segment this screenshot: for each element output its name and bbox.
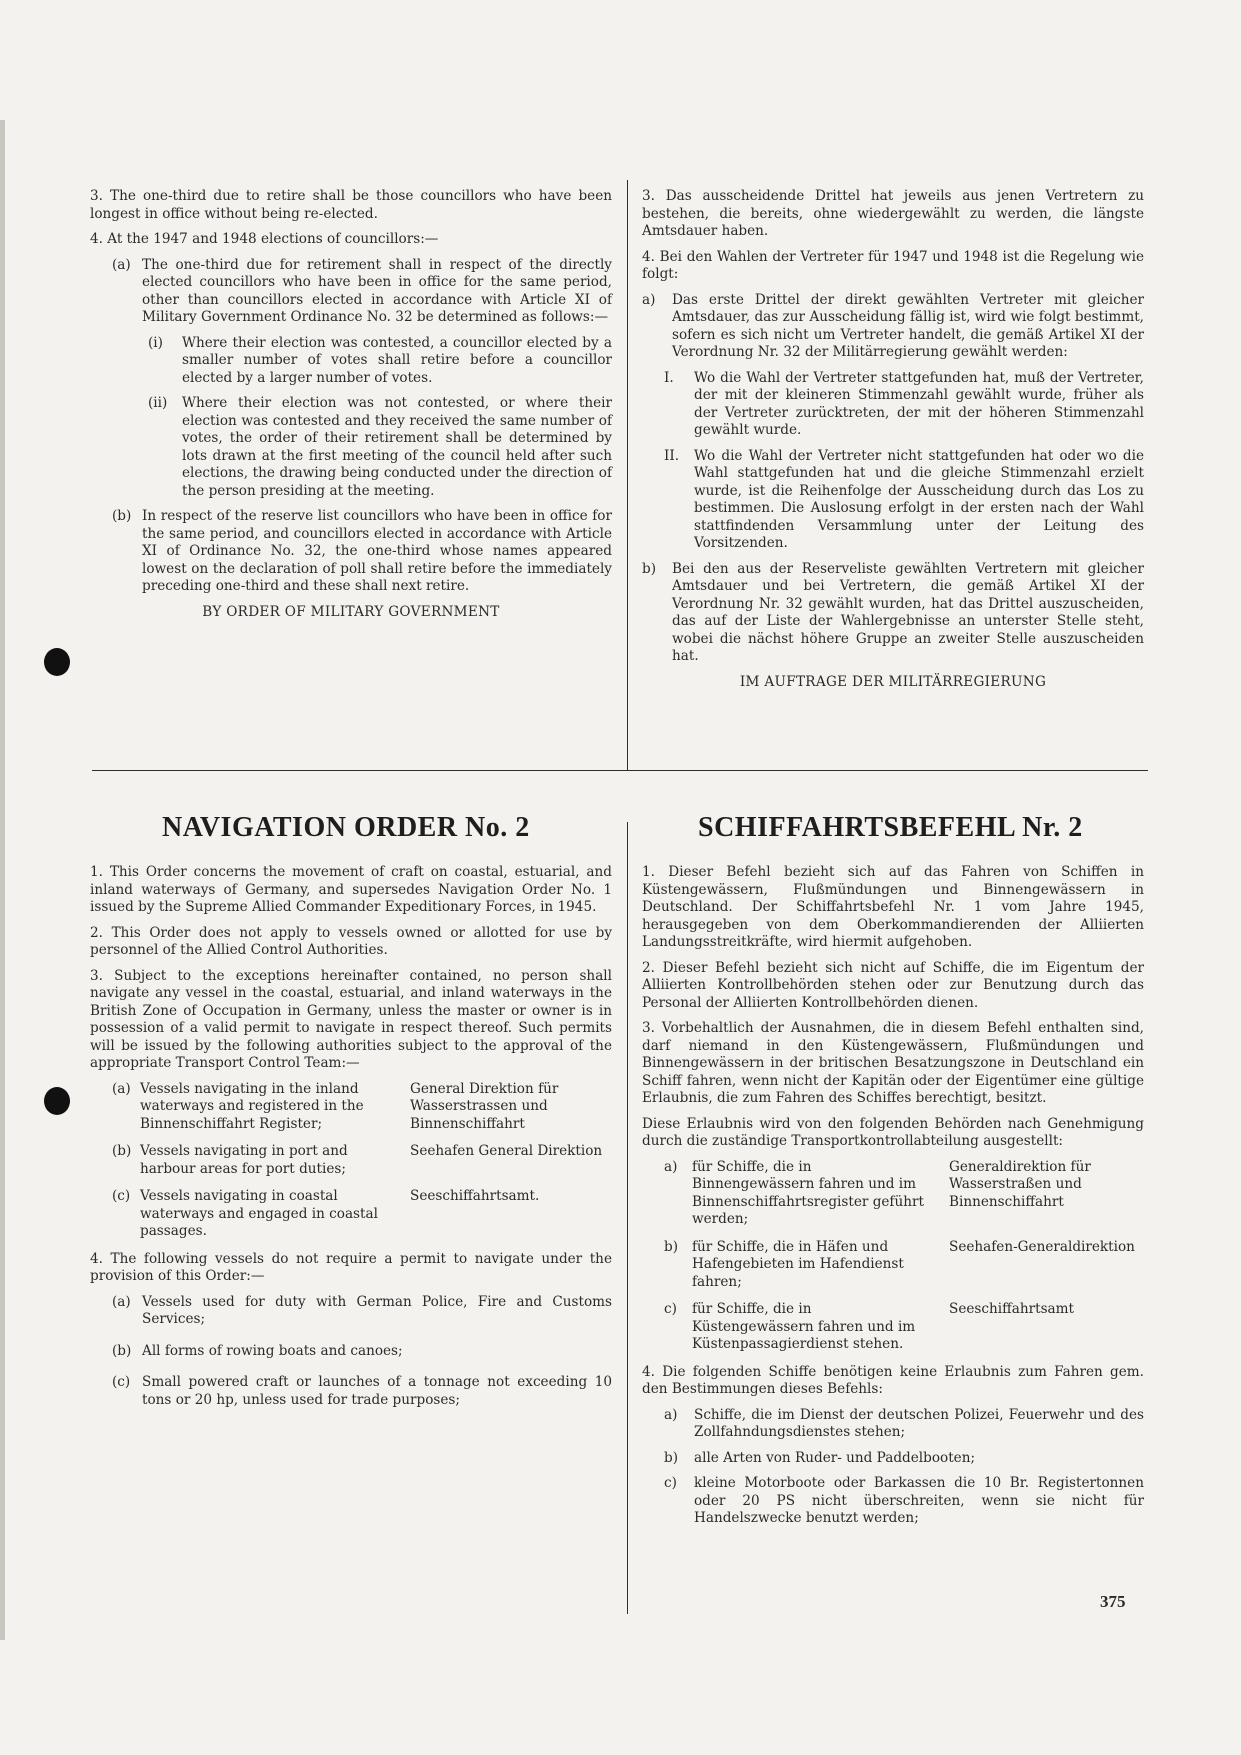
de-para-3: 3. Das ausscheidende Drittel hat jeweils aus jenen Vertretern zu bestehen, die bereits, ohne wiedergewählt zu werden, die längste Amtsdauer haben.: [642, 188, 1144, 239]
nav-en-para-3: 3. Subject to the exceptions hereinafter contained, no person shall navigate any vessel in the coastal, estuarial, and inland waterways in the British Zone of Occupation in Germany, unless the master or owner is in possession of a valid permit to navigate in respect thereof. Such permits will be issued by the following authorities subject to the approval of the appropriate Transport Control Team:—: [90, 967, 612, 1071]
nav-en-para-4: 4. The following vessels do not require a permit to navigate under the provision of this Order:—: [90, 1250, 612, 1284]
nav-de-para-3: 3. Vorbehaltlich der Ausnahmen, die in diesem Befehl enthalten sind, darf niemand in den Küstengewässern, Flußmündungen und Binnengewässern in der britischen Besatzungszone in Deutschland ein Schiff fahren, wenn nicht der Kapitän oder der Eigentümer eine gültige Erlaubnis, die zum Fahren des Schiffes berechtigt, besitzt.: [642, 1020, 1144, 1106]
nav-en-permit-row-b: [112, 1143, 612, 1178]
de-item-b-text: Bei den aus der Reserveliste gewählten Vertretern mit gleicher Amtsdauer und bei Vertretern, die gemäß Artikel XI der Verordnung Nr. 32 gewählt wurden, hat das Drittel auszuscheiden, das auf der Liste der Wahlergebnisse an unterster Stelle steht, wobei die nächst höhere Gruppe an zweiter Stelle auszuscheiden hat.: [672, 560, 1144, 664]
nav-en-exempt-text: Vessels used for duty with German Police, Fire and Customs Services;: [142, 1293, 612, 1327]
en-para-4: 4. At the 1947 and 1948 elections of councillors:—: [90, 231, 439, 247]
nav-de-exempt-label: c): [664, 1475, 677, 1491]
en-item-b: [112, 508, 612, 596]
nav-en-permit-row-a: [112, 1081, 612, 1134]
nav-en-para-1: 1. This Order concerns the movement of craft on coastal, estuarial, and inland waterways of Germany, and supersedes Navigation Order No. 1 issued by the Supreme Allied Commander Expeditionary Forces, in 1945.: [90, 864, 612, 915]
nav-en-permit-label: (c): [112, 1188, 131, 1204]
nav-de-para-4: 4. Die folgenden Schiffe benötigen keine Erlaubnis zum Fahren gem. den Bestimmungen dieses Befehls:: [642, 1363, 1144, 1397]
en-order-line: BY ORDER OF MILITARY GOVERNMENT: [202, 603, 500, 620]
nav-en-exempt-label: (b): [112, 1342, 132, 1359]
nav-de-para-2: 2. Dieser Befehl bezieht sich nicht auf Schiffe, die im Eigentum der Alliierten Kontrollbehörden stehen oder zur Benutzung durch das Personal der Alliierten Kontrollbehörden dienen.: [642, 959, 1144, 1011]
de-item-ii: [664, 448, 1144, 553]
nav-de-permit-row-c: [664, 1301, 1144, 1354]
nav-en-permit-vessel: Vessels navigating in port and harbour areas for port duties;: [140, 1143, 348, 1177]
de-item-a-text: Das erste Drittel der direkt gewählten Vertreter mit gleicher Amtsdauer, das zur Ausscheidung fällig ist, wird wie folgt bestimmt, sofern es sich nicht um Vertreter handelt, die gemäß Artikel XI der Verordnung Nr. 32 der Militärregierung gewählt werden:: [672, 291, 1144, 360]
nav-de-permit-label: c): [664, 1301, 677, 1317]
nav-de-exempt-b: [664, 1450, 1144, 1468]
nav-de-exempt-text: alle Arten von Ruder- und Paddelbooten;: [694, 1449, 976, 1466]
en-item-a-label: (a): [112, 256, 131, 273]
nav-de-exempt-label: b): [664, 1449, 679, 1466]
nav-en-exempt-a: [112, 1294, 612, 1329]
nav-de-exempt-label: a): [664, 1406, 678, 1423]
nav-en-permit-row-c: [112, 1188, 612, 1241]
top-german-column: [642, 188, 1144, 699]
nav-en-exempt-b: [112, 1343, 612, 1361]
nav-de-permit-row-b: [664, 1239, 1144, 1292]
schiffahrtsbefehl-heading: SCHIFFAHRTSBEFEHL Nr. 2: [698, 812, 1083, 843]
en-item-ii-text: Where their election was not contested, or where their election was contested and they received the same number of votes, the order of their retirement shall be determined by lots drawn at the first meeting of the council held after such elections, the drawing being conducted under the direction of the person presiding at the meeting.: [182, 395, 612, 499]
nav-de-para-3b: Diese Erlaubnis wird von den folgenden Behörden nach Genehmigung durch die zuständige Transportkontrollabteilung ausgestellt:: [642, 1115, 1144, 1149]
de-item-b: [642, 561, 1144, 666]
scan-edge: [0, 120, 5, 1640]
nav-de-permit-label: a): [664, 1158, 678, 1175]
nav-de-exempt-c: [664, 1475, 1144, 1528]
de-item-ii-text: Wo die Wahl der Vertreter nicht stattgefunden hat oder wo die Wahl stattgefunden hat und die gleiche Stimmenzahl erzielt wurde, ist die Reihenfolge der Ausscheidung durch das Los zu bestimmen. Die Auslosung erfolgt in der ersten nach der Wahl stattfindenden Versammlung unter der Leitung des Vorsitzenden.: [694, 447, 1144, 551]
nav-en-permit-authority: Seeschiffahrtsamt.: [410, 1188, 540, 1204]
nav-en-exempt-label: (a): [112, 1293, 131, 1310]
nav-en-exempt-c: [112, 1374, 612, 1409]
de-item-a-label: a): [642, 291, 656, 308]
nav-de-permit-authority: Generaldirektion für Wasserstraßen und Binnenschiffahrt: [949, 1158, 1091, 1210]
navigation-english-column: [90, 864, 612, 1417]
nav-de-exempt-a: [664, 1407, 1144, 1442]
nav-en-para-2: 2. This Order does not apply to vessels owned or allotted for use by personnel of the Allied Control Authorities.: [90, 924, 612, 958]
nav-de-exempt-text: kleine Motorboote oder Barkassen die 10 Br. Registertonnen oder 20 PS nicht überschreiten, wenn sie nicht für Handelszwecke benutzt werden;: [694, 1475, 1144, 1526]
de-para-4: 4. Bei den Wahlen der Vertreter für 1947 und 1948 ist die Regelung wie folgt:: [642, 248, 1144, 282]
nav-de-exempt-text: Schiffe, die im Dienst der deutschen Polizei, Feuerwehr und des Zollfahndungsdienstes stehen;: [694, 1406, 1144, 1440]
nav-de-permit-vessel: für Schiffe, die in Binnengewässern fahren und im Binnenschiffahrtsregister geführt werden;: [692, 1158, 924, 1227]
nav-en-permit-vessel: Vessels navigating in coastal waterways and engaged in coastal passages.: [140, 1188, 378, 1239]
nav-en-permit-authority: General Direktion für Wasserstrassen und Binnenschiffahrt: [410, 1080, 559, 1132]
de-item-b-label: b): [642, 560, 657, 577]
navigation-german-column: [642, 864, 1144, 1536]
nav-de-permit-authority: Seeschiffahrtsamt: [949, 1301, 1075, 1317]
nav-de-permit-vessel: für Schiffe, die in Küstengewässern fahren und im Küstenpassagierdienst stehen.: [692, 1301, 916, 1352]
page-number: 375: [1100, 1592, 1126, 1611]
de-item-a: [642, 292, 1144, 362]
de-item-i-text: Wo die Wahl der Vertreter stattgefunden hat, muß der Vertreter, der mit der kleineren Stimmenzahl gewählt wurde, früher als der Vertreter zurücktreten, der mit der höheren Stimmenzahl gewählt wurde.: [694, 369, 1144, 438]
punch-hole-top: [44, 648, 70, 676]
de-item-i-label: I.: [664, 369, 674, 386]
section-divider: [92, 770, 1148, 771]
nav-de-permit-label: b): [664, 1238, 679, 1255]
en-item-i: [148, 335, 612, 388]
en-item-i-label: (i): [148, 334, 163, 351]
en-item-a-text: The one-third due for retirement shall in respect of the directly elected councillors who have been in office for the same period, other than councillors elected in accordance with Article XI of Military Government Ordinance No. 32 be determined as follows:—: [142, 256, 612, 325]
de-item-ii-label: II.: [664, 447, 680, 464]
nav-de-permit-row-a: [664, 1159, 1144, 1229]
nav-en-permit-label: (a): [112, 1080, 131, 1097]
nav-en-permit-vessel: Vessels navigating in the inland waterways and registered in the Binnenschiffahrt Register;: [140, 1080, 364, 1132]
de-order-line: IM AUFTRAGE DER MILITÄRREGIERUNG: [739, 673, 1047, 690]
en-para-3: 3. The one-third due to retire shall be those councillors who have been longest in office without being re-elected.: [90, 188, 612, 222]
en-item-ii-label: (ii): [148, 395, 168, 411]
punch-hole-bottom: [44, 1087, 70, 1115]
en-item-ii: [148, 395, 612, 500]
nav-en-exempt-text: Small powered craft or launches of a tonnage not exceeding 10 tons or 20 hp, unless used for trade purposes;: [142, 1374, 612, 1408]
nav-de-para-1: 1. Dieser Befehl bezieht sich auf das Fahren von Schiffen in Küstengewässern, Flußmündungen und Binnengewässern in Deutschland. Der Schiffahrtsbefehl Nr. 1 vom Jahre 1945, herausgegeben von dem Oberkommandierenden der Alliierten Landungsstreitkräfte, wird hiermit aufgehoben.: [642, 864, 1144, 950]
en-item-a: [112, 257, 612, 327]
top-english-column: [90, 188, 612, 629]
nav-de-permit-authority: Seehafen-Generaldirektion: [949, 1238, 1135, 1255]
nav-en-exempt-text: All forms of rowing boats and canoes;: [142, 1342, 403, 1359]
nav-en-permit-label: (b): [112, 1143, 132, 1159]
column-divider-bottom: [627, 822, 628, 1614]
nav-de-permit-vessel: für Schiffe, die in Häfen und Hafengebieten im Hafendienst fahren;: [692, 1238, 904, 1290]
column-divider-top: [627, 180, 628, 770]
en-item-b-label: (b): [112, 508, 132, 524]
en-item-b-text: In respect of the reserve list councillors who have been in office for the same period, and councillors elected in accordance with Article XI of Ordinance No. 32, the one-third whose names appeared lowest on the declaration of poll shall retire before the immediately preceding one-third and these shall next retire.: [142, 508, 612, 594]
nav-en-exempt-label: (c): [112, 1374, 131, 1390]
de-item-i: [664, 370, 1144, 440]
nav-en-permit-authority: Seehafen General Direktion: [410, 1143, 603, 1159]
en-item-i-text: Where their election was contested, a councillor elected by a smaller number of votes shall retire before a councillor elected by a larger number of votes.: [182, 334, 612, 386]
navigation-order-heading: NAVIGATION ORDER No. 2: [162, 812, 530, 843]
